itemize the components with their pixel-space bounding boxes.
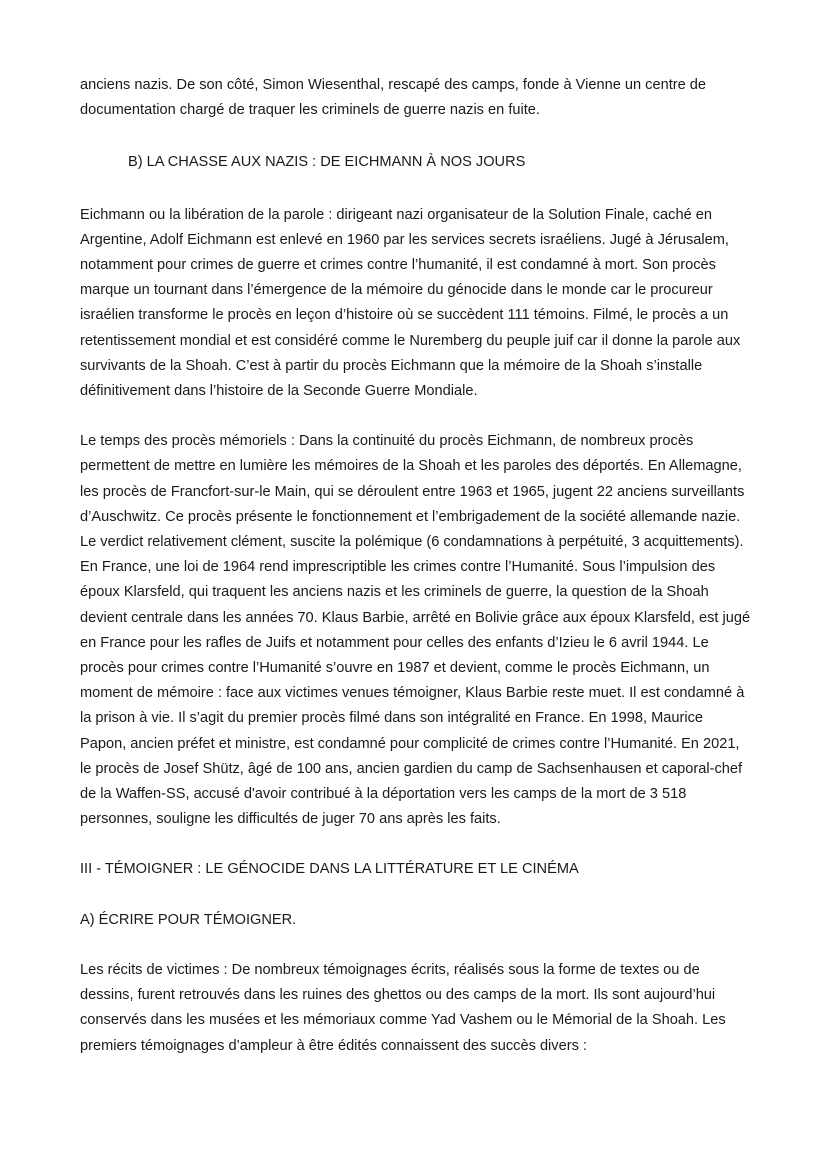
- section-heading-chasse-aux-nazis: B) LA CHASSE AUX NAZIS : DE EICHMANN À NOS JOURS: [128, 154, 526, 171]
- subsection-heading-ecrire: A) ÉCRIRE POUR TÉMOIGNER.: [80, 911, 297, 928]
- paragraph-wiesenthal: anciens nazis. De son côté, Simon Wiesenthal, rescapé des camps, fonde à Vienne un centre de documentation chargé de traquer les criminels de guerre nazis en fuite.: [80, 77, 707, 119]
- paragraph-recits-victimes: Les récits de victimes : De nombreux témoignages écrits, réalisés sous la forme de textes ou de dessins, furent retrouvés dans les ruines des ghettos ou des camps de la mort. Ils sont aujourd’hui conservés dans les musées et les mémoriaux comme Yad Vashem ou le Mémorial de la Shoah. Les premiers témoignages d’ampleur à être édités connaissent des succès divers :: [80, 961, 726, 1054]
- paragraph-proces-memoriels: Le temps des procès mémoriels : Dans la continuité du procès Eichmann, de nombreux procès permettent de mettre en lumière les mémoires de la Shoah et les paroles des déportés. En Allemagne, les procès de Francfort-sur-le Main, qui se déroulent entre 1963 et 1965, jugent 22 anciens surveillants d’Auschwitz. Ce procès présente le fonctionnement et l’embrigadement de la société allemande nazie. Le verdict relativement clément, suscite la polémique (6 condamnations à perpétuité, 3 acquittements). En France, une loi de 1964 rend imprescriptible les crimes contre l’Humanité. Sous l’impulsion des époux Klarsfeld, qui traquent les anciens nazis et les criminels de guerre, la question de la Shoah devient centrale dans les années 70. Klaus Barbie, arrêté en Bolivie grâce aux époux Klarsfeld, est jugé en France pour les rafles de Juifs et notamment pour celles des enfants d’Izieu le 6 avril 1944. Le procès pour crimes contre l’Humanité s’ouvre en 1987 et devient, comme le procès Eichmann, un moment de mémoire : face aux victimes venues témoigner, Klaus Barbie reste muet. Il est condamné à la prison à vie. Il s’agit du premier procès filmé dans son intégralité en France. En 1998, Maurice Papon, ancien préfet et ministre, est condamné pour complicité de crimes contre l’Humanité. En 2021, le procès de Josef Shütz, âgé de 100 ans, ancien gardien du camp de Sachsenhausen et caporal-chef de la Waffen-SS, accusé d'avoir contribué à la déportation vers les camps de la mort de 3 518 personnes, souligne les difficultés de juger 70 ans après les faits.: [80, 433, 751, 828]
- section-heading-temoigner: III - TÉMOIGNER : LE GÉNOCIDE DANS LA LITTÉRATURE ET LE CINÉMA: [80, 861, 579, 878]
- document-page: [80, 73, 752, 1059]
- paragraph-eichmann: Eichmann ou la libération de la parole : dirigeant nazi organisateur de la Solution Finale, caché en Argentine, Adolf Eichmann est enlevé en 1960 par les services secrets israéliens. Jugé à Jérusalem, notamment pour crimes de guerre et crimes contre l’humanité, il est condamné à mort. Son procès marque un tournant dans l’émergence de la mémoire du génocide dans le monde car le procureur israélien transforme le procès en leçon d’histoire où se succèdent 111 témoins. Filmé, le procès a un retentissement mondial et est considéré comme le Nuremberg du peuple juif car il donne la parole aux survivants de la Shoah. C’est à partir du procès Eichmann que la mémoire de la Shoah s’installe définitivement dans l’histoire de la Seconde Guerre Mondiale.: [80, 206, 741, 400]
